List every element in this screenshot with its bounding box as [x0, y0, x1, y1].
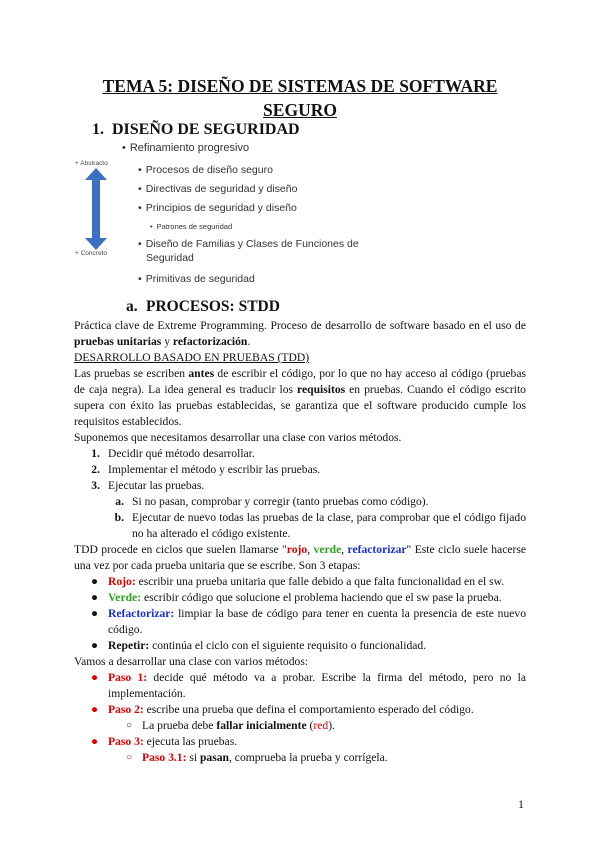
concrete-label: + Concreto	[75, 250, 107, 257]
diagram-item: • Diseño de Familias y Clases de Funciones de	[138, 237, 359, 251]
diagram-subitem: • Patrones de seguridad	[150, 220, 232, 234]
list-item: 1. Decidir qué método desarrollar.	[91, 447, 255, 460]
sublist-item: a. Si no pasan, comprobar y corregir (tanto pruebas como código).	[115, 495, 429, 508]
section-heading-a: a. PROCESOS: STDD	[126, 298, 280, 315]
section-heading-1: 1. DISEÑO DE SEGURIDAD	[92, 121, 300, 138]
diagram-item: • Procesos de diseño seguro	[138, 163, 273, 177]
tdd-heading: DESARROLLO BASADO EN PRUEBAS (TDD)	[74, 351, 310, 364]
page-number: 1	[518, 797, 524, 811]
list-item: ● Paso 2: escribe una prueba que defina el comportamiento esperado del código.	[90, 703, 474, 716]
list-item: 3. Ejecutar las pruebas.	[91, 479, 205, 492]
diagram-item: • Primitivas de seguridad	[138, 272, 255, 286]
intro-paragraph: Práctica clave de Extreme Programming. Proceso de desarrollo de software basado en el uso de pruebas unitarias y refactorización.	[74, 319, 526, 348]
sublist-item: ○ Paso 3.1: si pasan, comprueba la prueba y corrígela.	[125, 751, 388, 764]
refinement-diagram	[60, 138, 460, 290]
list-item: ● Verde: escribir código que solucione el problema haciendo que el sw pase la prueba.	[90, 591, 502, 604]
diagram-root-item: • Refinamiento progresivo	[122, 142, 249, 154]
diagram-item: • Directivas de seguridad y diseño	[138, 182, 297, 196]
document-title: TEMA 5: DISEÑO DE SISTEMAS DE SOFTWARE SEGURO	[102, 76, 498, 120]
tdd-paragraph: Las pruebas se escriben antes de escribir el código, por lo que no hay acceso al código (pruebas de caja negra). La idea general es traducir los requisitos en pruebas. Cuando el código escrito supera con éxito las pruebas establecidas, se garantiza que el software producido cumple los requisitos establecidos.	[74, 367, 527, 428]
body-text	[74, 318, 526, 766]
diagram-item-continued: Seguridad	[146, 252, 194, 264]
list-item: ● Paso 1: decide qué método va a probar. Escribe la firma del método, pero no la implementación.	[90, 671, 526, 700]
cycle-paragraph: TDD procede en ciclos que suelen llamarse "rojo, verde, refactorizar" Este ciclo suele hacerse una vez por cada prueba unitaria que se escribe. Son 3 etapas:	[74, 543, 527, 572]
abstract-label: + Abstracto	[75, 160, 108, 167]
example-intro: Vamos a desarrollar una clase con varios métodos:	[74, 655, 309, 668]
suppose-paragraph: Suponemos que necesitamos desarrollar una clase con varios métodos.	[74, 431, 402, 444]
list-item: ● Refactorizar: limpiar la base de código para tener en cuenta la presencia de este nuevo código.	[90, 607, 526, 636]
list-item: ● Paso 3: ejecuta las pruebas.	[90, 735, 238, 748]
diagram-item: • Principios de seguridad y diseño	[138, 201, 297, 215]
sublist-item: ○ La prueba debe fallar inicialmente (red).	[125, 719, 335, 732]
double-arrow-icon	[84, 168, 108, 250]
list-item: ● Repetir: continúa el ciclo con el siguiente requisito o funcionalidad.	[90, 639, 427, 652]
list-item: 2. Implementar el método y escribir las pruebas.	[91, 463, 321, 476]
sublist-item: b. Ejecutar de nuevo todas las pruebas de la clase, para comprobar que el código fijado no ha alterado el código existente.	[114, 511, 526, 540]
list-item: ● Rojo: escribir una prueba unitaria que falle debido a que falta funcionalidad en el sw.	[90, 575, 505, 588]
